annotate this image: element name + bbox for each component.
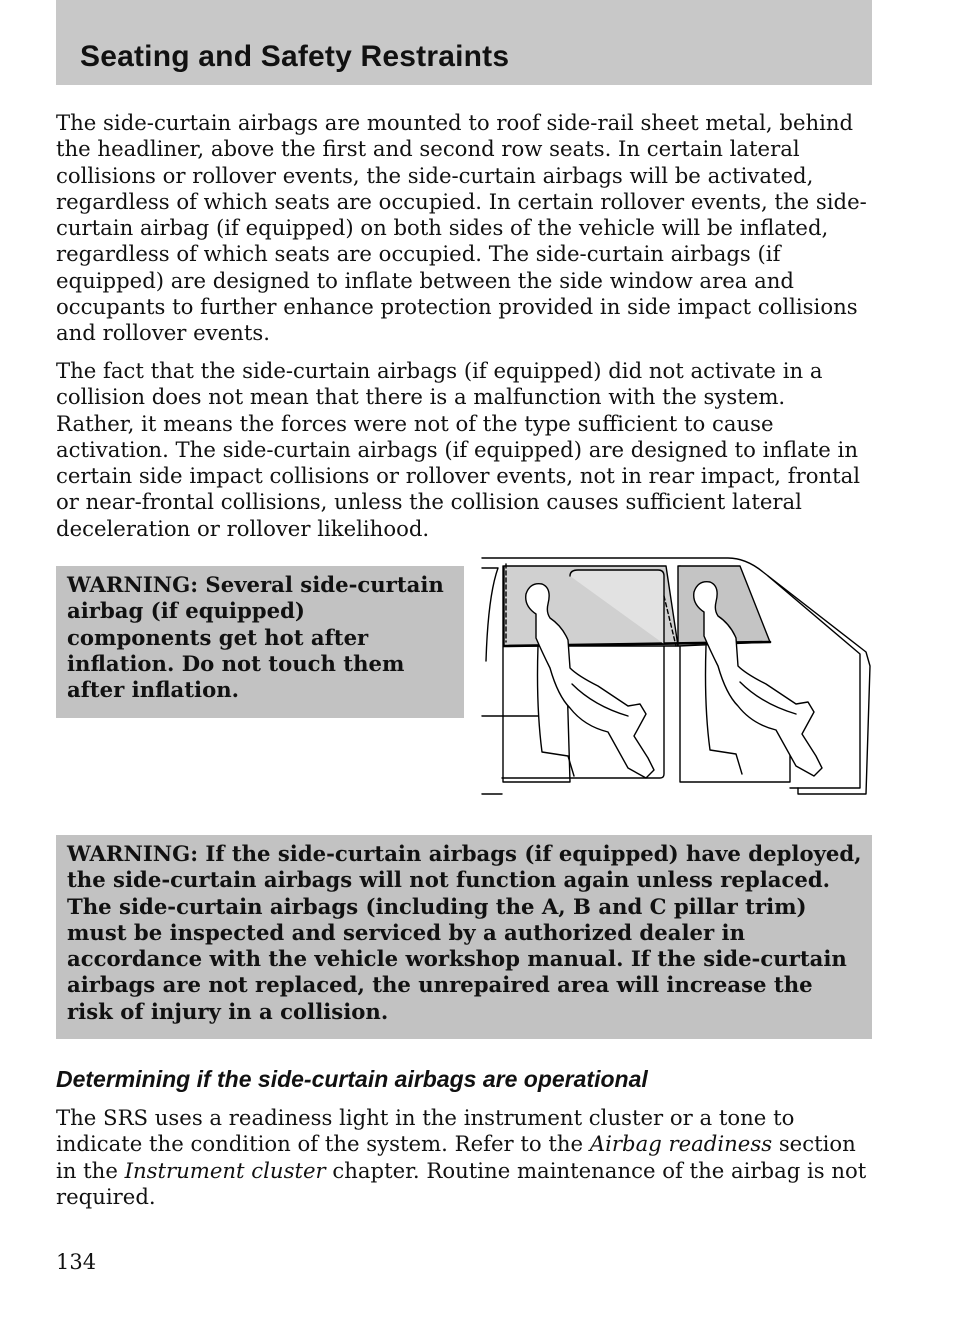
side-curtain-airbag-illustration [478, 556, 874, 798]
paragraph-text: section in the [56, 1131, 856, 1183]
paragraph-airbag-activation: The fact that the side-curtain airbags (if equipped) did not activate in a collision does not mean that there is a malfunction with the system. Rather, it means the forces were not of the type sufficient to cause activation. The side-curtain airbags (if equipped) are designed to inflate in certain side impact collisions or rollover events, not in rear impact, frontal or near-frontal collisions, unless the collision causes sufficient lateral deceleration or rollover likelihood. [56, 358, 861, 541]
page-number: 134 [56, 1250, 97, 1274]
warning-text: WARNING: Several side-curtain airbag (if equipped) components get hot after inflation. Do not touch them after inflation. [67, 572, 444, 703]
warning-box-hot-components [56, 566, 464, 718]
cross-reference-instrument-cluster: Instrument cluster [124, 1157, 326, 1183]
warning-box-deployed-airbags [56, 835, 872, 1039]
paragraph-airbag-mounting: The side-curtain airbags are mounted to roof side-rail sheet metal, behind the headliner, above the first and second row seats. In certain lateral collisions or rollover events, the side-curtain airbags will be activated, regardless of which seats are occupied. In certain rollover events, the side-curtain airbag (if equipped) on both sides of the vehicle will be inflated, regardless of which seats are occupied. The side-curtain airbags (if equipped) are designed to inflate between the side window area and occupants to further enhance protection provided in side impact collisions and rollover events. [56, 110, 867, 346]
paragraph-text: The SRS uses a readiness light in the instrument cluster or a tone to indicate the condition of the system. Refer to the [56, 1105, 795, 1157]
cross-reference-airbag-readiness: Airbag readiness [589, 1131, 773, 1157]
warning-text: WARNING: If the side-curtain airbags (if equipped) have deployed, the side-curtain airbags will not function again unless replaced. The side-curtain airbags (including the A, B and C pillar trim) must be inspected and serviced by a authorized dealer in accordance with the vehicle workshop manual. If the side-curtain airbags are not replaced, the unrepaired area will increase the risk of injury in a collision. [67, 841, 862, 1024]
paragraph-text: chapter. Routine maintenance of the airbag is not required. [56, 1157, 867, 1209]
subheading-operational-check: Determining if the side-curtain airbags are operational [56, 1066, 648, 1092]
paragraph-readiness-light [56, 1105, 868, 1210]
page-header [56, 0, 872, 85]
section-title: Seating and Safety Restraints [80, 40, 510, 73]
